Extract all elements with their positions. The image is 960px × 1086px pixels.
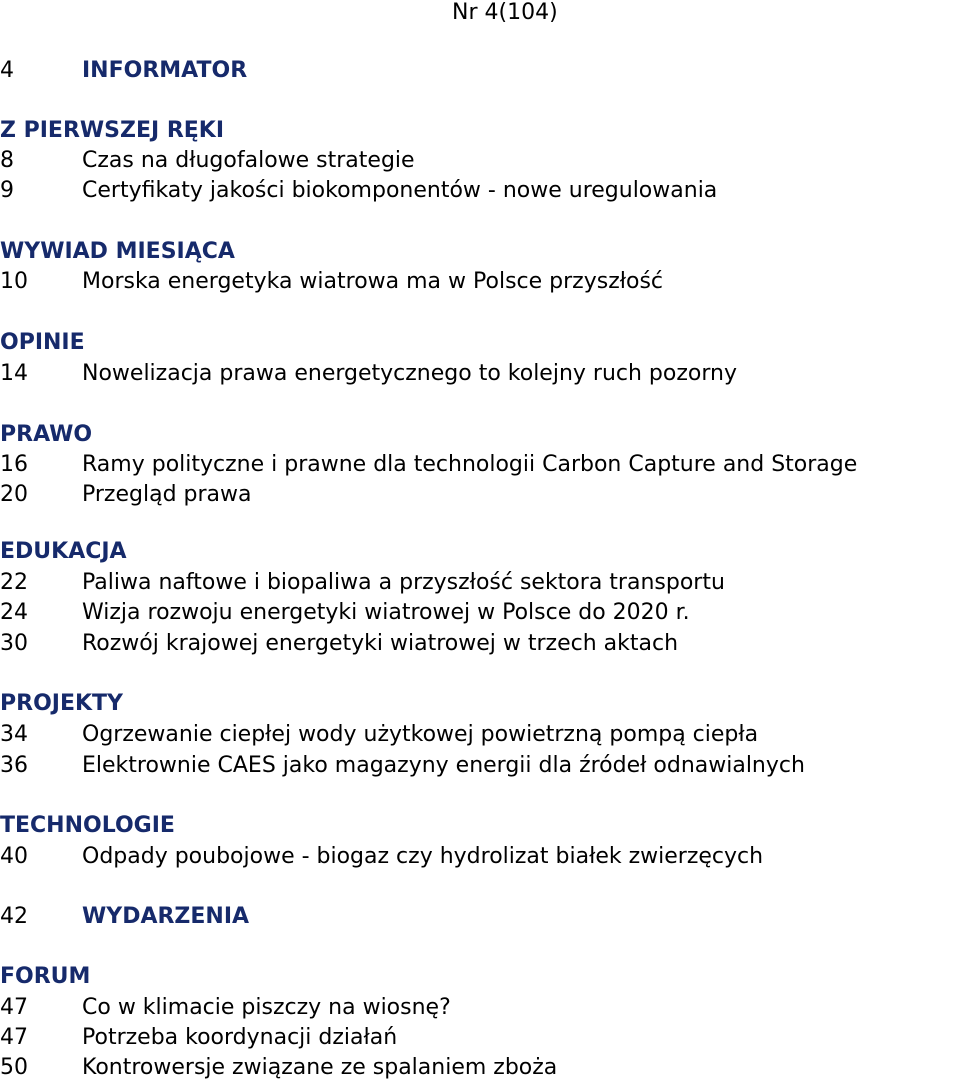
page-number: 14 <box>0 361 28 386</box>
toc-entry[interactable] <box>0 147 415 175</box>
entry-title: INFORMATOR <box>82 58 248 83</box>
entry-title: Wizja rozwoju energetyki wiatrowej w Polsce do 2020 r. <box>82 600 690 625</box>
entry-title: Czas na długofalowe strategie <box>82 148 415 173</box>
page-number: 50 <box>0 1055 28 1080</box>
entry-title: Potrzeba koordynacji działań <box>82 1025 398 1050</box>
entry-title: Co w klimacie piszczy na wiosnę? <box>82 995 451 1020</box>
page-number: 4 <box>0 58 14 83</box>
page-number: 24 <box>0 600 28 625</box>
toc-entry[interactable] <box>0 994 451 1022</box>
entry-title: Ogrzewanie ciepłej wody użytkowej powietrzną pompą ciepła <box>82 722 759 747</box>
section-heading-opinie: OPINIE <box>0 330 85 355</box>
toc-entry[interactable] <box>0 843 763 871</box>
page-number: 10 <box>0 269 28 294</box>
entry-title: Certyfikaty jakości biokomponentów - nowe uregulowania <box>82 178 718 203</box>
toc-entry[interactable] <box>0 752 805 780</box>
toc-entry[interactable] <box>0 721 758 749</box>
section-heading-prawo: PRAWO <box>0 422 93 447</box>
toc-entry[interactable] <box>0 268 663 296</box>
entry-title: Odpady poubojowe - biogaz czy hydrolizat białek zwierzęcych <box>82 844 764 869</box>
section-heading-forum: FORUM <box>0 964 91 989</box>
page-number: 34 <box>0 722 28 747</box>
entry-title: Ramy polityczne i prawne dla technologii Carbon Capture and Storage <box>82 452 858 477</box>
page-number: 47 <box>0 1025 28 1050</box>
toc-entry-informator[interactable] <box>0 57 247 85</box>
entry-title: Elektrownie CAES jako magazyny energii dla źródeł odnawialnych <box>82 753 805 778</box>
entry-title: Kontrowersje związane ze spalaniem zboża <box>82 1055 558 1080</box>
section-heading-z-pierwszej-reki: Z PIERWSZEJ RĘKI <box>0 118 225 143</box>
section-heading-edukacja: EDUKACJA <box>0 539 127 564</box>
page-number: 8 <box>0 148 14 173</box>
page-number: 40 <box>0 844 28 869</box>
section-heading-technologie: TECHNOLOGIE <box>0 813 175 838</box>
toc-entry[interactable] <box>0 1024 397 1052</box>
toc-entry[interactable] <box>0 481 252 509</box>
page-number: 36 <box>0 753 28 778</box>
page-number: 47 <box>0 995 28 1020</box>
entry-title: Rozwój krajowej energetyki wiatrowej w trzech aktach <box>82 631 679 656</box>
toc-entry[interactable] <box>0 569 725 597</box>
page-number: 22 <box>0 570 28 595</box>
page-number: 42 <box>0 904 28 929</box>
entry-title: Przegląd prawa <box>82 482 252 507</box>
section-heading-wywiad-miesiaca: WYWIAD MIESIĄCA <box>0 239 235 264</box>
toc-entry[interactable] <box>0 360 737 388</box>
entry-title: WYDARZENIA <box>82 904 250 929</box>
page-number: 9 <box>0 178 14 203</box>
toc-entry[interactable] <box>0 599 690 627</box>
page-number: 30 <box>0 631 28 656</box>
page-number: 16 <box>0 452 28 477</box>
toc-entry-wydarzenia[interactable] <box>0 903 249 931</box>
entry-title: Morska energetyka wiatrowa ma w Polsce przyszłość <box>82 269 664 294</box>
page-number: 20 <box>0 482 28 507</box>
entry-title: Nowelizacja prawa energetycznego to kolejny ruch pozorny <box>82 361 737 386</box>
toc-entry[interactable] <box>0 630 678 658</box>
toc-entry[interactable] <box>0 177 717 205</box>
entry-title: Paliwa naftowe i biopaliwa a przyszłość sektora transportu <box>82 570 725 595</box>
toc-entry[interactable] <box>0 1054 557 1082</box>
toc-entry[interactable] <box>0 451 857 479</box>
section-heading-projekty: PROJEKTY <box>0 691 123 716</box>
issue-number: Nr 4(104) <box>452 0 558 25</box>
